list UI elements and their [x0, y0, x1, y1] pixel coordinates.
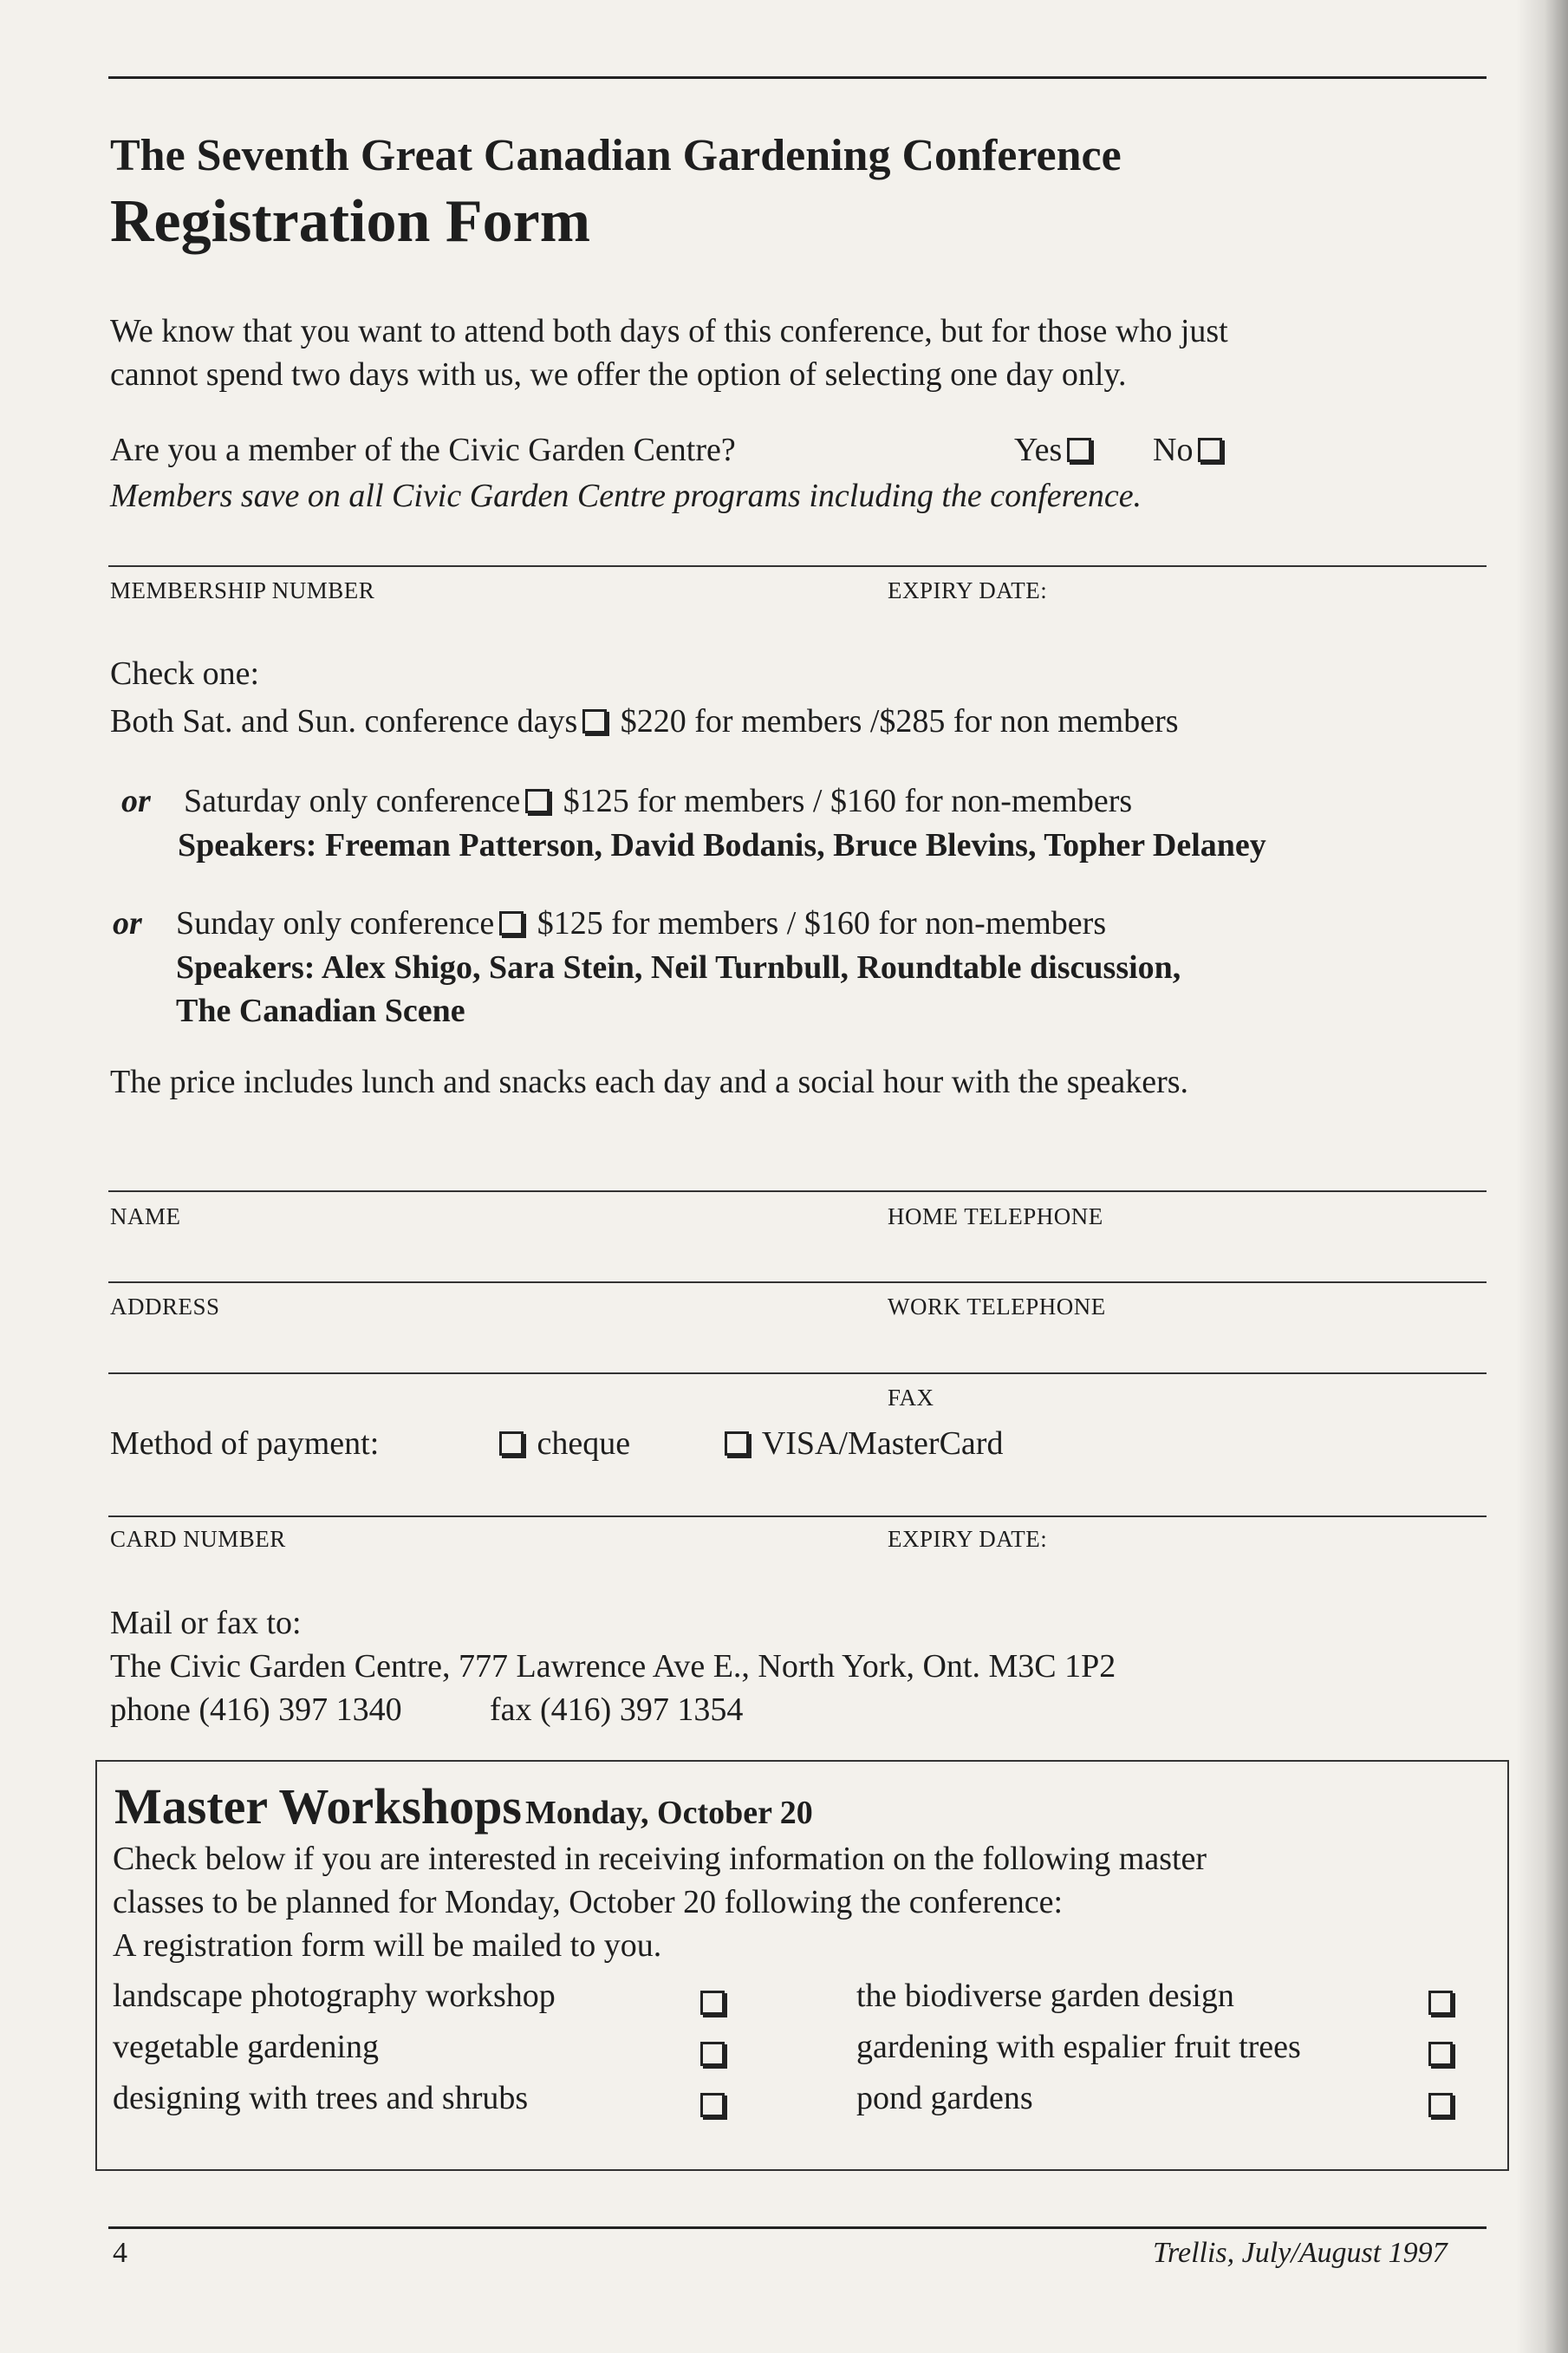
intro-line-2: cannot spend two days with us, we offer the option of selecting one day only.	[110, 356, 1127, 393]
biodiverse-garden-checkbox[interactable]	[1428, 1991, 1453, 2015]
address-line[interactable]	[108, 1281, 1487, 1283]
both-days-label: Both Sat. and Sun. conference days	[110, 703, 578, 740]
member-note: Members save on all Civic Garden Centre programs including the conference.	[110, 478, 1142, 514]
workshop-item-vegetable-gardening: vegetable gardening	[113, 2029, 380, 2065]
check-one-heading: Check one:	[110, 655, 260, 692]
mail-heading: Mail or fax to:	[110, 1605, 302, 1641]
page-number: 4	[113, 2237, 127, 2269]
mail-phone: phone (416) 397 1340	[110, 1691, 402, 1728]
option-saturday[interactable]	[184, 782, 1132, 820]
both-days-checkbox[interactable]	[582, 709, 607, 733]
workshops-heading	[114, 1777, 813, 1835]
card-number-line[interactable]	[108, 1515, 1487, 1517]
both-days-price: $220 for members /$285 for non members	[620, 703, 1179, 740]
payment-cheque-option[interactable]	[494, 1424, 630, 1463]
workshops-line-3: A registration form will be mailed to you.	[113, 1927, 662, 1964]
workshop-item-biodiverse-garden: the biodiverse garden design	[856, 1978, 1234, 2014]
card-number-label: CARD NUMBER	[110, 1526, 286, 1552]
payment-method-label: Method of payment:	[110, 1425, 380, 1462]
home-phone-label: HOME TELEPHONE	[888, 1203, 1103, 1229]
trees-shrubs-checkbox[interactable]	[700, 2093, 725, 2117]
yes-label: Yes	[1014, 432, 1063, 468]
membership-line[interactable]	[108, 565, 1487, 567]
workshops-line-2: classes to be planned for Monday, October 20 following the conference:	[113, 1884, 1064, 1920]
saturday-checkbox[interactable]	[525, 789, 550, 813]
saturday-label: Saturday only conference	[184, 783, 521, 819]
intro-line-1: We know that you want to attend both days of this conference, but for those who just	[110, 313, 1228, 349]
page-edge-shadow	[1516, 0, 1568, 2353]
payment-card-option[interactable]	[719, 1424, 1003, 1463]
no-checkbox[interactable]	[1198, 438, 1222, 462]
membership-expiry-label: EXPIRY DATE:	[888, 577, 1048, 603]
workshops-line-1: Check below if you are interested in receiving information on the following master	[113, 1841, 1207, 1877]
footer-rule	[108, 2226, 1487, 2229]
name-line[interactable]	[108, 1190, 1487, 1192]
saturday-speakers: Speakers: Freeman Patterson, David Bodanis, Bruce Blevins, Topher Delaney	[178, 827, 1266, 864]
fax-line[interactable]	[108, 1372, 1487, 1374]
vegetable-gardening-checkbox[interactable]	[700, 2042, 725, 2066]
publication-info: Trellis, July/August 1997	[1153, 2237, 1448, 2269]
membership-number-label: MEMBERSHIP NUMBER	[110, 577, 375, 603]
work-phone-label: WORK TELEPHONE	[888, 1294, 1106, 1320]
or-saturday: or	[121, 783, 151, 819]
sunday-price: $125 for members / $160 for non-members	[537, 905, 1107, 942]
sunday-checkbox[interactable]	[499, 911, 524, 935]
cheque-checkbox[interactable]	[499, 1431, 524, 1456]
sunday-speakers-2: The Canadian Scene	[176, 993, 465, 1029]
workshop-item-espalier: gardening with espalier fruit trees	[856, 2029, 1301, 2065]
mail-address: The Civic Garden Centre, 777 Lawrence Ave E., North York, Ont. M3C 1P2	[110, 1648, 1116, 1685]
address-label: ADDRESS	[110, 1294, 220, 1320]
espalier-checkbox[interactable]	[1428, 2042, 1453, 2066]
fax-label: FAX	[888, 1385, 934, 1411]
card-label: VISA/MasterCard	[761, 1425, 1004, 1462]
or-sunday: or	[113, 905, 142, 942]
mail-fax: fax (416) 397 1354	[490, 1691, 744, 1728]
card-checkbox[interactable]	[725, 1431, 749, 1456]
workshops-date: Monday, October 20	[524, 1795, 813, 1831]
member-no-option[interactable]	[1153, 431, 1227, 469]
workshops-title: Master Workshops	[114, 1778, 522, 1835]
cheque-label: cheque	[537, 1425, 631, 1462]
workshop-item-pond-gardens: pond gardens	[856, 2080, 1033, 2116]
master-workshops-box	[95, 1760, 1509, 2171]
workshop-item-trees-shrubs: designing with trees and shrubs	[113, 2080, 529, 2116]
sunday-label: Sunday only conference	[176, 905, 495, 942]
card-expiry-label: EXPIRY DATE:	[888, 1526, 1048, 1552]
name-label: NAME	[110, 1203, 181, 1229]
price-note: The price includes lunch and snacks each day and a social hour with the speakers.	[110, 1064, 1189, 1100]
member-yes-option[interactable]	[1014, 431, 1096, 469]
option-both-days[interactable]	[110, 702, 1179, 740]
no-label: No	[1153, 432, 1194, 468]
conference-title: The Seventh Great Canadian Gardening Conference	[110, 131, 1122, 180]
member-question: Are you a member of the Civic Garden Centre?	[110, 432, 736, 468]
top-rule	[108, 76, 1487, 79]
form-title: Registration Form	[110, 188, 591, 255]
saturday-price: $125 for members / $160 for non-members	[563, 783, 1133, 819]
workshop-item-landscape-photography: landscape photography workshop	[113, 1978, 556, 2014]
yes-checkbox[interactable]	[1067, 438, 1091, 462]
option-sunday[interactable]	[176, 904, 1106, 942]
landscape-photography-checkbox[interactable]	[700, 1991, 725, 2015]
pond-gardens-checkbox[interactable]	[1428, 2093, 1453, 2117]
sunday-speakers-1: Speakers: Alex Shigo, Sara Stein, Neil Turnbull, Roundtable discussion,	[176, 949, 1181, 986]
